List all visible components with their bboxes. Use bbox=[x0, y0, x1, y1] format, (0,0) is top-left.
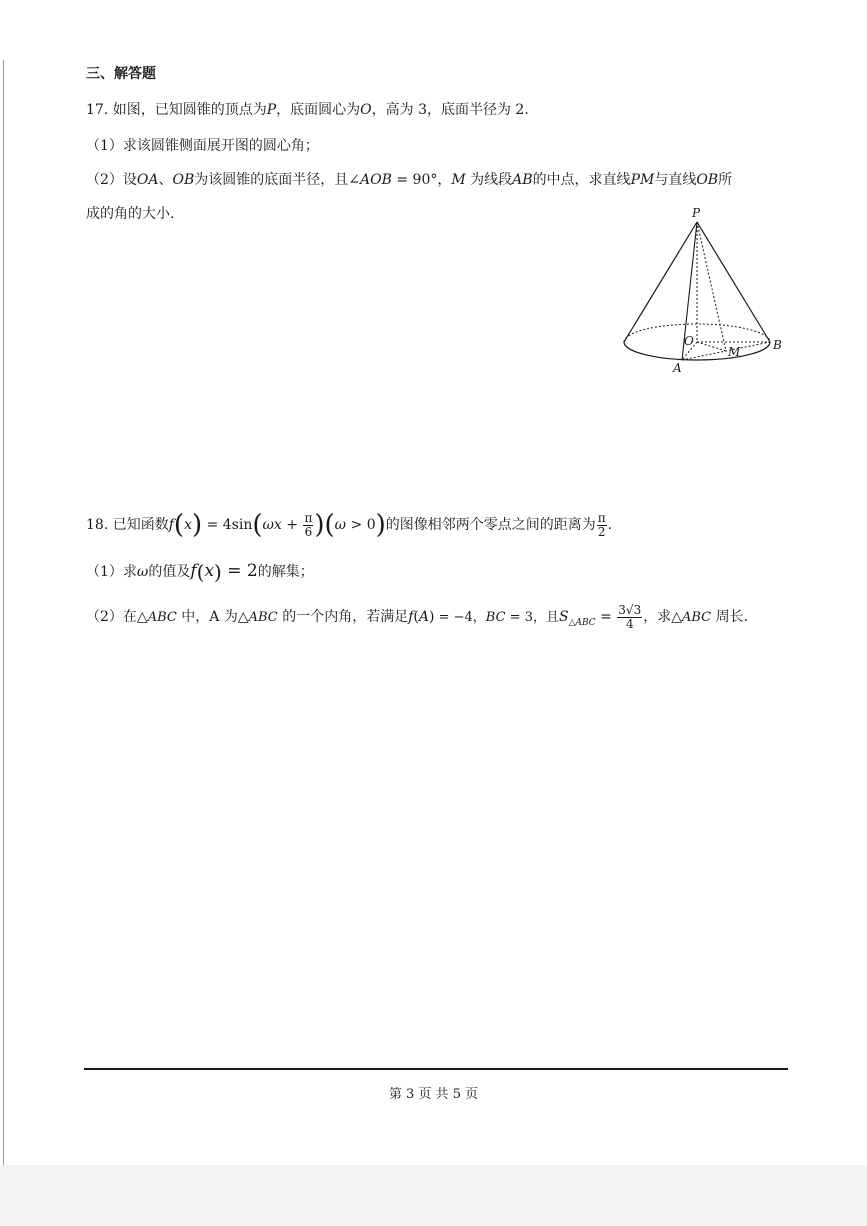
fraction-denominator: 2 bbox=[597, 524, 606, 539]
problem17-stem-text: 17. 如图，已知圆锥的顶点为 bbox=[86, 102, 267, 118]
left-binding-rule bbox=[3, 60, 4, 1170]
label-B: B bbox=[773, 338, 782, 352]
fraction-numerator: 3√3 bbox=[618, 602, 642, 617]
text: 的解集； bbox=[257, 564, 314, 580]
text: = bbox=[595, 609, 617, 625]
text: 的一个内角，若满足 bbox=[277, 609, 409, 625]
text: 的值及 bbox=[148, 564, 191, 580]
var-BC: BC bbox=[485, 610, 506, 625]
fraction-numerator: π bbox=[597, 510, 606, 525]
text: （2）设 bbox=[86, 172, 137, 188]
problem17-part2 bbox=[86, 170, 732, 190]
fraction-pi-over-6 bbox=[303, 512, 313, 539]
subscript-triangle-ABC: △ABC bbox=[568, 618, 596, 628]
var-omega: ω bbox=[136, 564, 149, 580]
text: = −4， bbox=[434, 610, 486, 625]
text: （1）求 bbox=[86, 564, 137, 580]
segment-OM bbox=[697, 342, 726, 351]
text: > 0 bbox=[346, 517, 376, 533]
problem17-stem-text: ，底面圆心为 bbox=[276, 102, 361, 118]
text: + bbox=[281, 517, 303, 533]
text: 的图像相邻两个零点之间的距离为 bbox=[385, 517, 596, 533]
text: = 3，且 bbox=[505, 610, 559, 625]
text: 为线段 bbox=[465, 172, 513, 188]
cone-figure bbox=[612, 200, 792, 380]
text: （2）在△ bbox=[86, 609, 148, 625]
var-O: O bbox=[360, 102, 372, 118]
var-omega: ω bbox=[334, 517, 347, 533]
text: 为该圆锥的底面半径，且∠ bbox=[194, 172, 361, 188]
var-S: S bbox=[558, 609, 569, 625]
var-f: f bbox=[408, 609, 414, 625]
text: . bbox=[607, 517, 613, 533]
section-title: 三、解答题 bbox=[86, 66, 156, 82]
problem18-part2: （2）在△ABC 中，A 为△ABC 的一个内角，若满足f(A) = −4，BC = 3，且$S_{\triangle ABC}$ = $\frac{3√3}{4}$ ，求△ABC 周长. bbox=[86, 602, 749, 631]
paren-close: ) bbox=[375, 510, 386, 540]
var-ABC: ABC bbox=[682, 610, 712, 625]
paren-open: ( bbox=[324, 510, 335, 540]
var-ABC: ABC bbox=[248, 610, 278, 625]
label-O: O bbox=[684, 334, 694, 348]
paren-close: ) bbox=[314, 510, 325, 540]
var-ABC: ABC bbox=[147, 610, 177, 625]
label-M: M bbox=[728, 345, 741, 359]
fraction-denominator: 4 bbox=[625, 616, 634, 631]
var-M: M bbox=[451, 172, 466, 188]
text: 18. 已知函数 bbox=[86, 517, 169, 533]
var-omega-x: ωx bbox=[262, 517, 282, 533]
var-OB: OB bbox=[172, 172, 195, 188]
page-bottom-shadow bbox=[0, 1165, 867, 1226]
var-AOB: AOB bbox=[360, 172, 392, 188]
segment-PM bbox=[697, 222, 726, 351]
text: = 90°， bbox=[391, 172, 452, 188]
paren-close: ) bbox=[191, 510, 203, 540]
var-P: P bbox=[266, 102, 277, 118]
paren-close: ) bbox=[214, 560, 222, 584]
problem17-part2-continued: 成的角的大小. bbox=[86, 206, 175, 222]
problem17-stem-text: ，高为 3，底面半径为 2. bbox=[371, 102, 529, 118]
var-A: A bbox=[418, 609, 429, 625]
problem17-part1: （1）求该圆锥侧面展开图的圆心角； bbox=[86, 138, 319, 154]
label-P: P bbox=[692, 206, 701, 220]
fraction-numerator: π bbox=[304, 510, 313, 525]
var-OB: OB bbox=[696, 172, 719, 188]
fraction-denominator: 6 bbox=[304, 524, 313, 539]
text: 周长. bbox=[711, 609, 749, 625]
var-x: x bbox=[204, 561, 215, 581]
page-number-footer: 第 3 页 共 5 页 bbox=[388, 1087, 479, 1102]
paren-open: ( bbox=[196, 560, 205, 584]
text: 、 bbox=[158, 172, 173, 188]
text: = 4sin bbox=[202, 517, 253, 533]
text: 的中点，求直线 bbox=[532, 172, 631, 188]
paren-open: ( bbox=[252, 510, 263, 540]
fraction-pi-over-2 bbox=[597, 512, 607, 539]
problem17-stem bbox=[86, 100, 529, 120]
fraction-area bbox=[617, 604, 642, 631]
var-AB: AB bbox=[512, 172, 533, 188]
var-OA: OA bbox=[136, 172, 159, 188]
text: ，求△ bbox=[643, 609, 682, 625]
problem18-part1 bbox=[86, 558, 314, 585]
var-f: f bbox=[168, 517, 174, 533]
text: 所 bbox=[718, 172, 733, 188]
footer-rule bbox=[84, 1068, 788, 1070]
var-PM: PM bbox=[630, 172, 655, 188]
label-A: A bbox=[673, 361, 682, 375]
text: = 2 bbox=[221, 561, 258, 581]
var-x: x bbox=[184, 517, 192, 533]
problem18-stem bbox=[86, 510, 612, 540]
cone-base-front-arc bbox=[624, 342, 770, 360]
var-f: f bbox=[190, 561, 197, 581]
text: 中，A 为△ bbox=[176, 609, 249, 625]
paren-open: ( bbox=[173, 510, 185, 540]
text: 与直线 bbox=[654, 172, 697, 188]
